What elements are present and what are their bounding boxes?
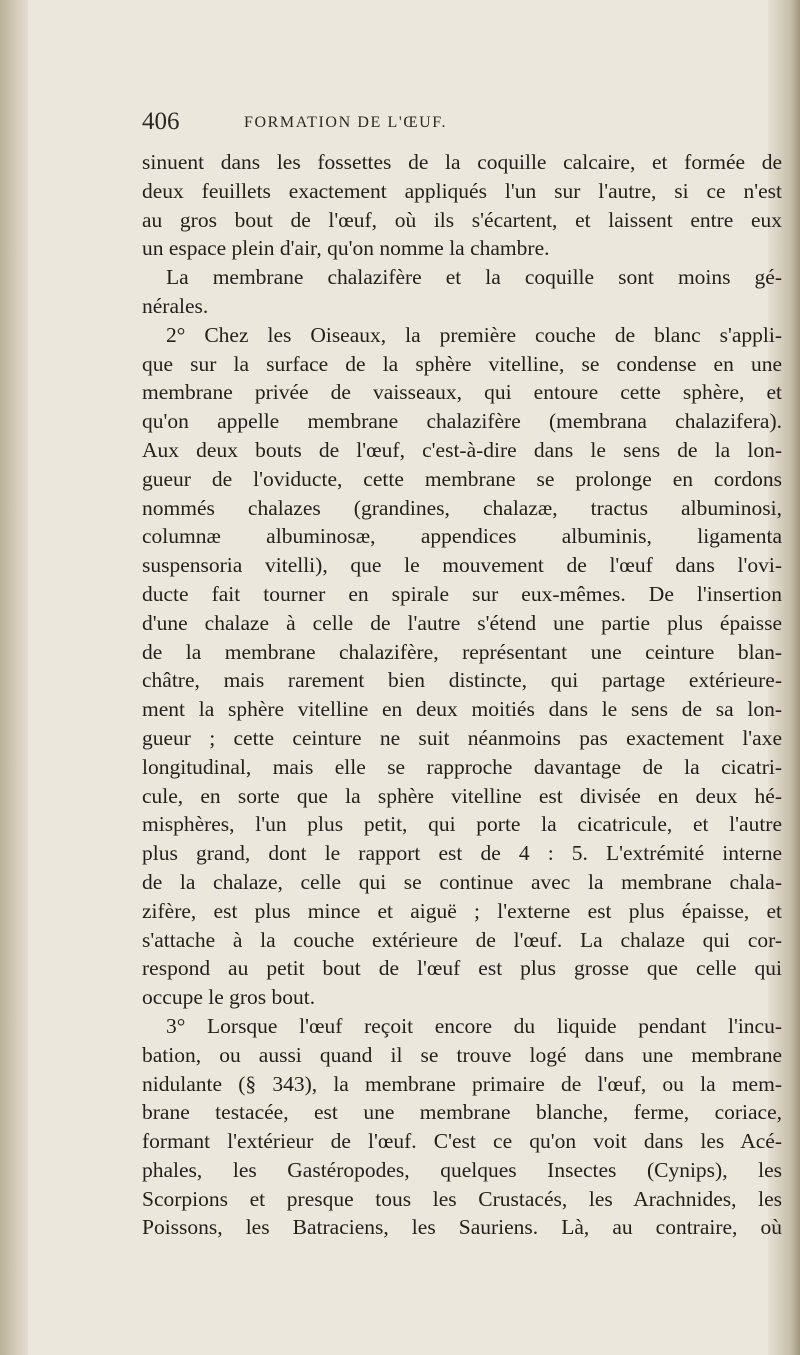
text-line: cule, en sorte que la sphère vitelline est divisée en deux hé-: [142, 783, 782, 808]
text-line: columnæ albuminosæ, appendices albuminis, ligamenta: [142, 524, 782, 549]
text-line: zifère, est plus mince et aiguë ; l'externe est plus épaisse, et: [142, 898, 782, 923]
text-line: La membrane chalazifère et la coquille sont moins gé-: [166, 265, 782, 290]
text-line: 2° Chez les Oiseaux, la première couche de blanc s'appli-: [166, 322, 782, 347]
text-line: misphères, l'un plus petit, qui porte la cicatricule, et l'autre: [142, 812, 782, 837]
text-line: bation, ou aussi quand il se trouve logé dans une membrane: [142, 1042, 782, 1067]
text-line: qu'on appelle membrane chalazifère (membrana chalazifera).: [142, 409, 782, 434]
text-line: nérales.: [142, 293, 209, 318]
text-line: châtre, mais rarement bien distincte, qui partage extérieure-: [142, 668, 782, 693]
text-line: sinuent dans les fossettes de la coquille calcaire, et formée de: [142, 150, 782, 174]
page-header: [142, 108, 782, 140]
page-gutter-shadow: [0, 0, 28, 1355]
text-line: nidulante (§ 343), la membrane primaire de l'œuf, ou la mem-: [142, 1071, 782, 1096]
text-line: nommés chalazes (grandines, chalazæ, tractus albuminosi,: [142, 495, 782, 520]
text-line: s'attache à la couche extérieure de l'œuf. La chalaze qui cor-: [142, 927, 782, 952]
text-line: longitudinal, mais elle se rapproche davantage de la cicatri-: [142, 754, 782, 779]
text-line: formant l'extérieur de l'œuf. C'est ce qu'on voit dans les Acé-: [142, 1129, 782, 1154]
text-line: ment la sphère vitelline en deux moitiés dans le sens de sa lon-: [142, 697, 782, 722]
text-line: un espace plein d'air, qu'on nomme la chambre.: [142, 236, 550, 261]
text-line: respond au petit bout de l'œuf est plus grosse que celle qui: [142, 956, 782, 981]
text-line: que sur la surface de la sphère vitelline, se condense en une: [142, 351, 782, 376]
text-line: gueur de l'oviducte, cette membrane se prolonge en cordons: [142, 466, 782, 491]
text-line: occupe le gros bout.: [142, 985, 316, 1010]
text-line: 3° Lorsque l'œuf reçoit encore du liquide pendant l'incu-: [166, 1013, 782, 1038]
text-line: d'une chalaze à celle de l'autre s'étend une partie plus épaisse: [142, 610, 782, 635]
text-line: brane testacée, est une membrane blanche, ferme, coriace,: [142, 1100, 782, 1125]
text-line: plus grand, dont le rapport est de 4 : 5. L'extrémité interne: [142, 841, 782, 866]
text-line: ducte fait tourner en spirale sur eux-mêmes. De l'insertion: [142, 581, 782, 606]
text-line: deux feuillets exactement appliqués l'un sur l'autre, si ce n'est: [142, 178, 782, 203]
page-number: 406: [142, 108, 180, 135]
running-head: FORMATION DE L'ŒUF.: [244, 114, 448, 131]
text-line: suspensoria vitelli), que le mouvement de l'œuf dans l'ovi-: [142, 553, 782, 578]
text-line: phales, les Gastéropodes, quelques Insectes (Cynips), les: [142, 1157, 782, 1182]
text-line: Poissons, les Batraciens, les Sauriens. Là, au contraire, où: [142, 1215, 782, 1240]
text-line: Scorpions et presque tous les Crustacés, les Arachnides, les: [142, 1186, 782, 1211]
text-line: de la chalaze, celle qui se continue avec la membrane chala-: [142, 869, 782, 894]
text-line: membrane privée de vaisseaux, qui entoure cette sphère, et: [142, 380, 782, 405]
text-line: de la membrane chalazifère, représentant une ceinture blan-: [142, 639, 782, 664]
text-line: au gros bout de l'œuf, où ils s'écartent, et laissent entre eux: [142, 207, 782, 232]
body-text: [142, 148, 782, 1242]
text-line: Aux deux bouts de l'œuf, c'est-à-dire dans le sens de la lon-: [142, 437, 782, 462]
text-line: gueur ; cette ceinture ne suit néanmoins pas exactement l'axe: [142, 725, 782, 750]
